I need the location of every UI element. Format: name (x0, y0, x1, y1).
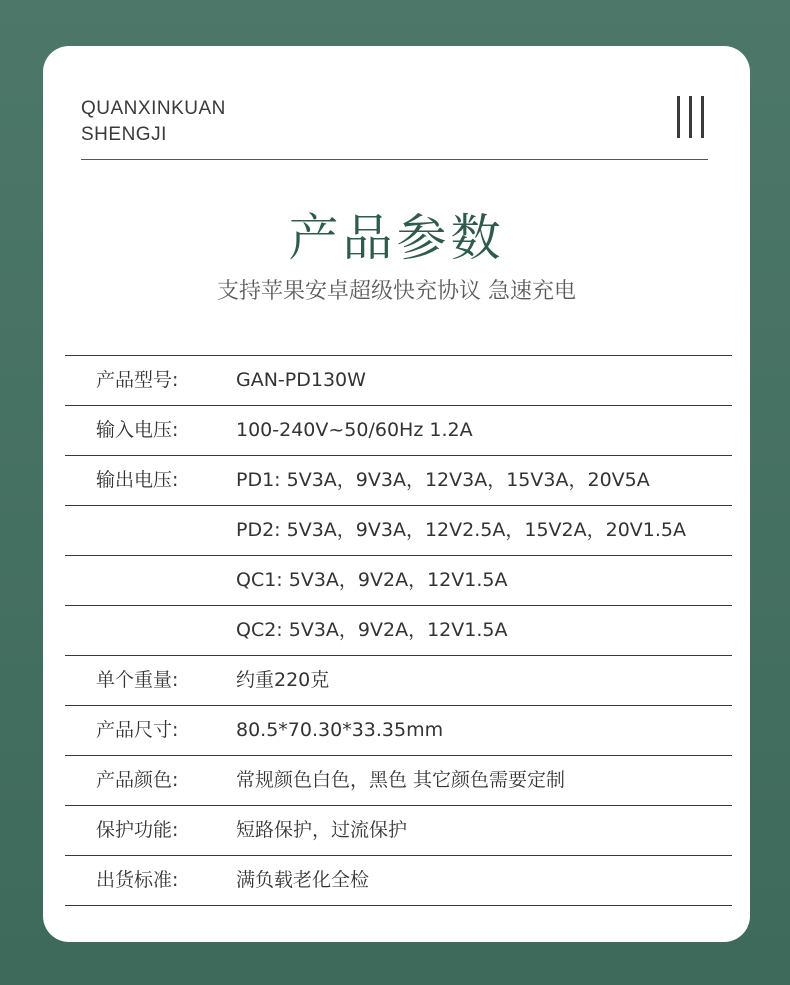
spec-value: PD1: 5V3A，9V3A，12V3A，15V3A，20V5A (236, 469, 650, 491)
spec-value: 短路保护，过流保护 (236, 819, 408, 841)
spec-value: QC1: 5V3A，9V2A，12V1.5A (236, 569, 508, 591)
spec-label: 输出电压: (96, 469, 179, 491)
spec-row-size (65, 706, 732, 756)
spec-value: 满负载老化全检 (236, 869, 370, 891)
spec-card (43, 46, 750, 942)
spec-label: 出货标准: (96, 869, 179, 891)
spec-value: 80.5*70.30*33.35mm (236, 719, 444, 741)
spec-row-shipping-standard (65, 856, 732, 906)
spec-row-protection (65, 806, 732, 856)
header-divider (81, 159, 708, 160)
spec-row-output-pd2 (65, 506, 732, 556)
brand-line-1: QUANXINKUAN (81, 98, 226, 119)
brand-name (81, 96, 226, 148)
spec-value: PD2: 5V3A，9V3A，12V2.5A，15V2A，20V1.5A (236, 519, 686, 541)
spec-value: 约重220克 (236, 669, 330, 691)
spec-row-output-pd1 (65, 456, 732, 506)
spec-row-output-qc1 (65, 556, 732, 606)
spec-row-weight (65, 656, 732, 706)
spec-value: GAN-PD130W (236, 369, 366, 391)
brand-line-2: SHENGJI (81, 124, 167, 145)
spec-label: 产品尺寸: (96, 719, 179, 741)
spec-value: 常规颜色白色，黑色 其它颜色需要定制 (236, 769, 566, 791)
spec-value: QC2: 5V3A，9V2A，12V1.5A (236, 619, 508, 641)
spec-row-model (65, 356, 732, 406)
spec-row-color (65, 756, 732, 806)
spec-label: 输入电压: (96, 419, 179, 441)
spec-label: 单个重量: (96, 669, 179, 691)
triple-vertical-bars-icon (677, 96, 707, 138)
spec-row-output-qc2 (65, 606, 732, 656)
spec-label: 保护功能: (96, 819, 179, 841)
spec-label: 产品颜色: (96, 769, 179, 791)
spec-value: 100-240V~50/60Hz 1.2A (236, 419, 473, 441)
spec-row-input-voltage (65, 406, 732, 456)
spec-table (65, 355, 732, 906)
page-subtitle: 支持苹果安卓超级快充协议 急速充电 (217, 279, 576, 304)
spec-label: 产品型号: (96, 369, 179, 391)
page-title: 产品参数 (288, 209, 505, 267)
